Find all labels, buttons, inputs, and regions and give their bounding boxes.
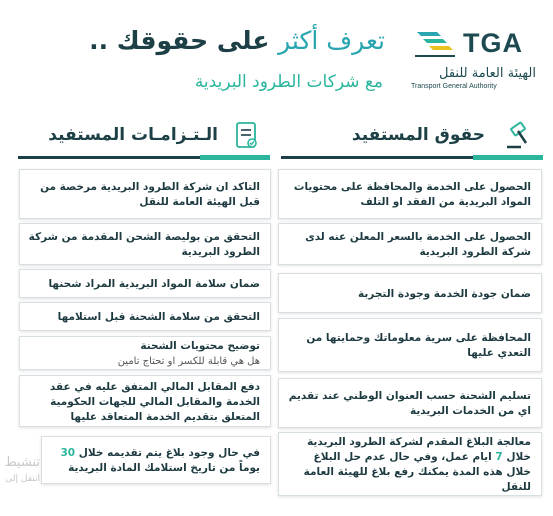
obligations-item xyxy=(19,169,271,219)
watermark-line1: تنشيط xyxy=(4,455,40,470)
obligations-item-payment xyxy=(19,375,271,427)
rights-heading-accent xyxy=(473,155,543,160)
title-part1: تعرف أكثر xyxy=(278,26,385,55)
page-title xyxy=(89,26,385,55)
obligations-item-text: التحقق من سلامة الشحنة قبل استلامها xyxy=(57,311,260,323)
watermark-line2: انتقل إلى xyxy=(5,474,40,484)
rights-heading-bar xyxy=(281,121,543,159)
tga-logo xyxy=(405,24,540,94)
checklist-icon xyxy=(232,121,260,151)
logo-acronym: TGA xyxy=(463,28,523,58)
gavel-icon xyxy=(503,121,533,151)
logo-arabic-name: الهيئة العامة للنقل xyxy=(439,66,536,81)
obligations-item xyxy=(19,302,271,331)
tga-emblem-icon xyxy=(413,28,457,62)
obligations-heading-accent xyxy=(200,155,270,160)
obligations-item-text: التحقق من بوليصة الشحن المقدمة من شركة الطرود البريدية xyxy=(28,231,260,258)
report-text-part1: في حال وجود بلاغ يتم تقديمه خلال xyxy=(78,447,260,459)
complaint-days: 7 xyxy=(495,451,503,463)
rights-item xyxy=(278,223,542,265)
obligations-item-text: دفع المقابل المالي المتفق عليه في عقد الخدمة والمقابل المالي للجهات الحكومية المتعلق بتقديم الخدمة المتعاقد عليها xyxy=(49,380,260,423)
complaint-text-part1: معالجة البلاغ المقدم لشركة الطرود البريدية خلال xyxy=(307,436,531,463)
page-subtitle: مع شركات الطرود البريدية xyxy=(194,72,383,92)
rights-item-text: ضمان جودة الخدمة وجودة التجربة xyxy=(358,287,531,300)
logo-english-name: Transport General Authority xyxy=(411,83,497,90)
rights-item-text: الحصول على الخدمة بالسعر المعلن عنه لدى شركة الطرود البريدية xyxy=(305,231,531,258)
rights-item-text: المحافظة على سرية معلوماتك وحمايتها من التعدي عليها xyxy=(306,332,531,359)
clarify-sub-text: هل هي قابلة للكسر او تحتاج تامين xyxy=(117,356,260,367)
report-days: 30 xyxy=(60,447,76,459)
obligations-item-clarify xyxy=(19,336,271,370)
activation-watermark xyxy=(0,455,40,484)
obligations-item-report xyxy=(41,436,271,484)
rights-item xyxy=(278,273,542,313)
rights-item-text xyxy=(287,435,531,495)
obligations-item xyxy=(19,223,271,265)
rights-item-text: الحصول على الخدمة والمحافظة على محتويات المواد البريدية من الفقد او التلف xyxy=(293,181,531,208)
rights-item xyxy=(278,318,542,372)
clarify-main-text: توضيح محتويات الشحنة xyxy=(140,340,260,352)
obligations-item-text: ضمان سلامة المواد البريدية المراد شحنها xyxy=(48,278,260,290)
complaint-text-part2: ايام عمل، وفي حال عدم حل البلاغ خلال هذه المدة يمكنك رفع بلاغ للهيئة العامة للنقل xyxy=(303,451,531,493)
rights-item xyxy=(278,169,542,219)
rights-heading: حقوق المستفيد xyxy=(351,125,485,145)
rights-item-complaint xyxy=(278,432,542,496)
obligations-item-text: التاكد ان شركة الطرود البريدية مرخصة من قبل الهيئة العامة للنقل xyxy=(40,181,260,208)
title-part2: على حقوقك .. xyxy=(89,26,270,55)
rights-item-text: تسليم الشحنة حسب العنوان الوطني عند تقديم اي من الخدمات البريدية xyxy=(288,390,531,417)
obligations-heading: الـتـزامـات المستفيد xyxy=(48,125,218,145)
obligations-heading-bar xyxy=(18,121,270,159)
obligations-item xyxy=(19,269,271,298)
rights-item xyxy=(278,378,542,428)
report-text-part2: يوماً من تاريخ استلامك المادة البريدية xyxy=(68,462,260,474)
